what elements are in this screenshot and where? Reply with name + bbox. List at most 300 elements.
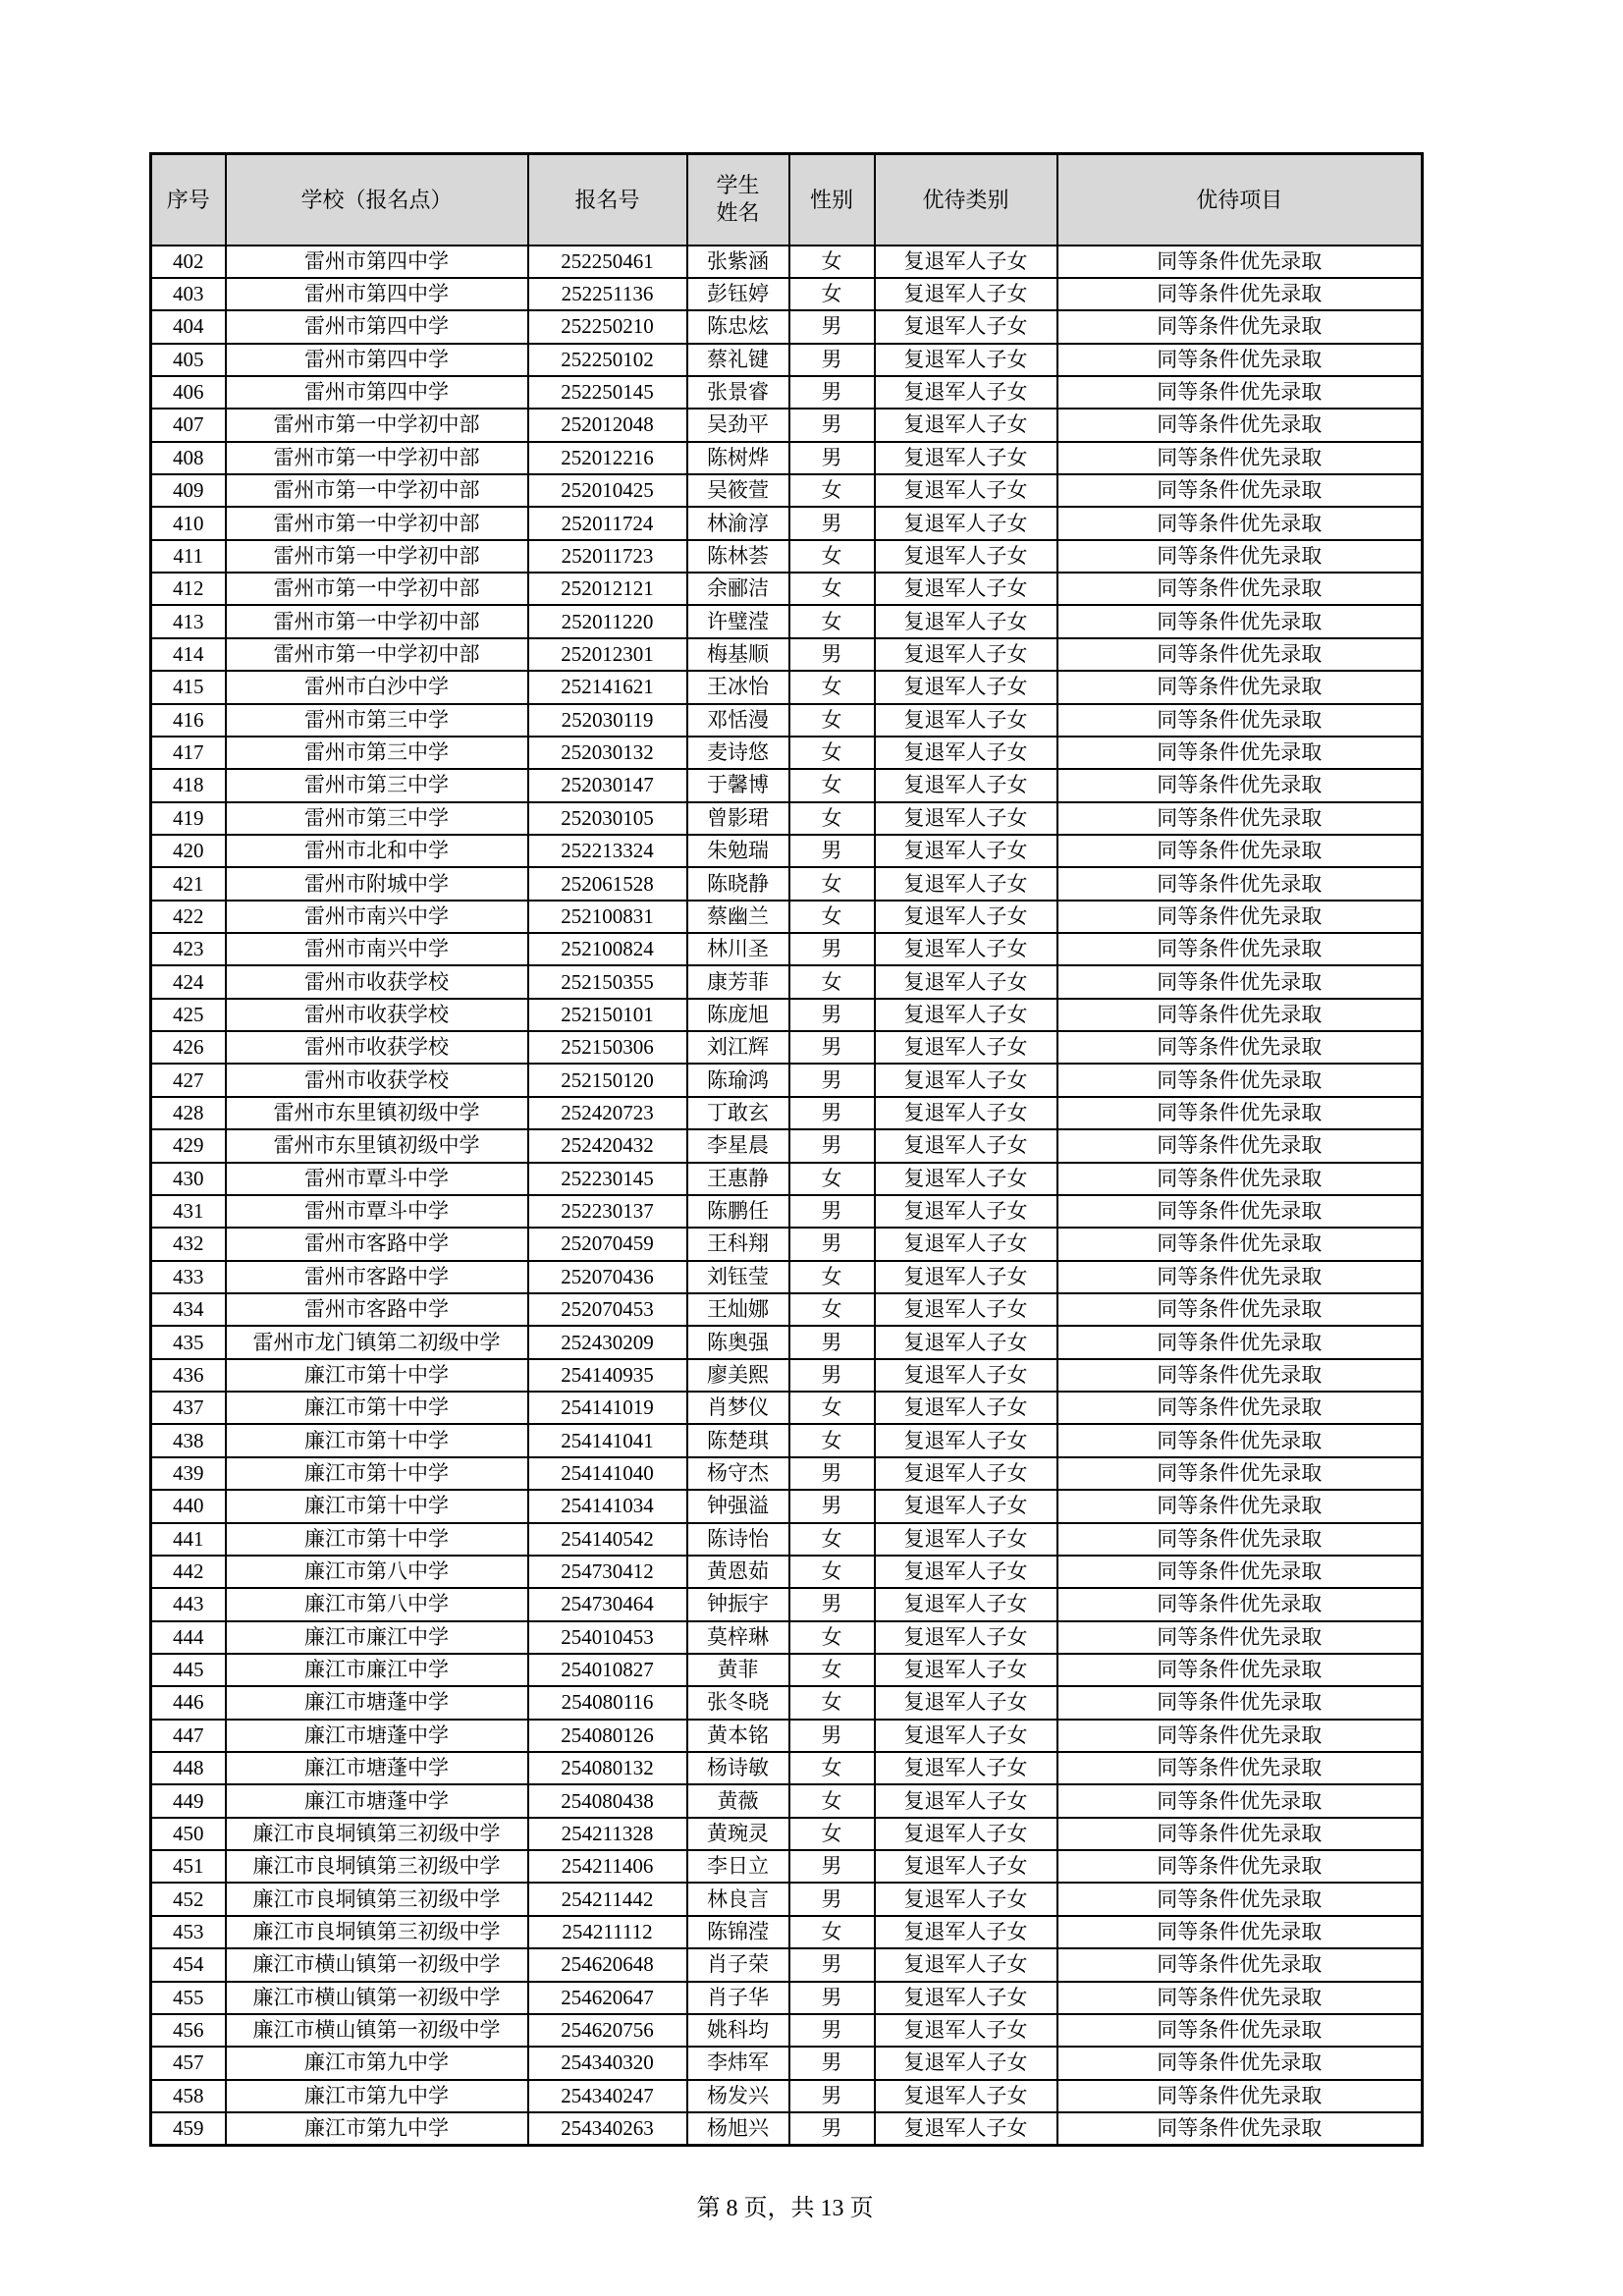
table-row (151, 901, 1423, 933)
cell-name: 杨发兴 (687, 2080, 789, 2112)
cell-name: 肖梦仪 (687, 1392, 789, 1424)
cell-gender: 男 (789, 1850, 875, 1883)
cell-school: 雷州市第四中学 (226, 376, 528, 409)
cell-school: 雷州市收获学校 (226, 1064, 528, 1096)
cell-seq: 426 (151, 1031, 226, 1064)
cell-gender: 男 (789, 1326, 875, 1358)
cell-reg-no: 252213324 (528, 835, 687, 867)
cell-reg-no: 252100831 (528, 901, 687, 933)
column-header-category: 优待类别 (875, 154, 1057, 246)
cell-item: 同等条件优先录取 (1057, 1982, 1423, 2014)
cell-name: 陈林荟 (687, 540, 789, 573)
cell-school: 廉江市良垌镇第三初级中学 (226, 1916, 528, 1948)
cell-gender: 男 (789, 1359, 875, 1392)
cell-gender: 男 (789, 1097, 875, 1129)
table-row (151, 1064, 1423, 1096)
cell-gender: 女 (789, 474, 875, 507)
cell-category: 复退军人子女 (875, 1261, 1057, 1293)
table-row (151, 1326, 1423, 1358)
cell-school: 廉江市横山镇第一初级中学 (226, 1948, 528, 1981)
cell-name: 钟强溢 (687, 1490, 789, 1522)
cell-name: 林渝淳 (687, 507, 789, 539)
cell-name: 黄薇 (687, 1784, 789, 1817)
cell-school: 雷州市第一中学初中部 (226, 442, 528, 474)
cell-school: 廉江市第十中学 (226, 1490, 528, 1522)
cell-item: 同等条件优先录取 (1057, 442, 1423, 474)
table-row (151, 1654, 1423, 1686)
table-row (151, 1195, 1423, 1228)
cell-gender: 女 (789, 802, 875, 835)
cell-school: 雷州市第四中学 (226, 246, 528, 278)
cell-item: 同等条件优先录取 (1057, 1457, 1423, 1490)
cell-gender: 女 (789, 704, 875, 737)
table-row (151, 409, 1423, 441)
cell-name: 廖美熙 (687, 1359, 789, 1392)
cell-seq: 438 (151, 1424, 226, 1456)
cell-reg-no: 254620756 (528, 2014, 687, 2047)
cell-seq: 454 (151, 1948, 226, 1981)
cell-gender: 男 (789, 2080, 875, 2112)
cell-seq: 417 (151, 737, 226, 769)
cell-category: 复退军人子女 (875, 1883, 1057, 1915)
cell-reg-no: 254730412 (528, 1556, 687, 1588)
cell-gender: 女 (789, 1556, 875, 1588)
cell-school: 雷州市收获学校 (226, 965, 528, 998)
cell-item: 同等条件优先录取 (1057, 1621, 1423, 1654)
cell-gender: 男 (789, 1982, 875, 2014)
cell-school: 雷州市南兴中学 (226, 933, 528, 965)
cell-gender: 女 (789, 1654, 875, 1686)
cell-seq: 437 (151, 1392, 226, 1424)
table-row (151, 1392, 1423, 1424)
cell-name: 李炜军 (687, 2047, 789, 2079)
cell-reg-no: 252012048 (528, 409, 687, 441)
cell-seq: 448 (151, 1752, 226, 1784)
cell-gender: 女 (789, 1752, 875, 1784)
cell-school: 雷州市东里镇初级中学 (226, 1129, 528, 1162)
cell-seq: 412 (151, 573, 226, 605)
table-row (151, 1129, 1423, 1162)
cell-school: 廉江市良垌镇第三初级中学 (226, 1883, 528, 1915)
cell-gender: 男 (789, 1457, 875, 1490)
cell-reg-no: 252251136 (528, 278, 687, 310)
cell-name: 王冰怡 (687, 671, 789, 703)
cell-reg-no: 252030147 (528, 769, 687, 801)
cell-category: 复退军人子女 (875, 1293, 1057, 1326)
cell-school: 廉江市第九中学 (226, 2112, 528, 2145)
cell-name: 莫梓琳 (687, 1621, 789, 1654)
cell-school: 廉江市廉江中学 (226, 1654, 528, 1686)
cell-seq: 422 (151, 901, 226, 933)
cell-reg-no: 252010425 (528, 474, 687, 507)
cell-category: 复退军人子女 (875, 442, 1057, 474)
cell-name: 于馨博 (687, 769, 789, 801)
cell-gender: 男 (789, 1588, 875, 1620)
table-row (151, 1556, 1423, 1588)
cell-name: 朱勉瑞 (687, 835, 789, 867)
cell-item: 同等条件优先录取 (1057, 1031, 1423, 1064)
cell-item: 同等条件优先录取 (1057, 376, 1423, 409)
cell-category: 复退军人子女 (875, 1129, 1057, 1162)
cell-seq: 402 (151, 246, 226, 278)
cell-reg-no: 252150306 (528, 1031, 687, 1064)
table-row (151, 442, 1423, 474)
table-row (151, 605, 1423, 637)
cell-name: 陈鹏任 (687, 1195, 789, 1228)
cell-item: 同等条件优先录取 (1057, 344, 1423, 376)
cell-reg-no: 254340247 (528, 2080, 687, 2112)
cell-seq: 455 (151, 1982, 226, 2014)
column-header-seq: 序号 (151, 154, 226, 246)
cell-school: 雷州市第一中学初中部 (226, 507, 528, 539)
cell-item: 同等条件优先录取 (1057, 1850, 1423, 1883)
table-row (151, 278, 1423, 310)
cell-seq: 444 (151, 1621, 226, 1654)
cell-gender: 女 (789, 1293, 875, 1326)
cell-category: 复退军人子女 (875, 1228, 1057, 1260)
cell-item: 同等条件优先录取 (1057, 1163, 1423, 1195)
cell-gender: 男 (789, 1195, 875, 1228)
cell-reg-no: 252230137 (528, 1195, 687, 1228)
cell-item: 同等条件优先录取 (1057, 2047, 1423, 2079)
cell-item: 同等条件优先录取 (1057, 671, 1423, 703)
cell-item: 同等条件优先录取 (1057, 704, 1423, 737)
cell-seq: 441 (151, 1523, 226, 1556)
cell-school: 雷州市收获学校 (226, 999, 528, 1031)
cell-item: 同等条件优先录取 (1057, 737, 1423, 769)
column-header-item: 优待项目 (1057, 154, 1423, 246)
cell-gender: 女 (789, 737, 875, 769)
cell-reg-no: 252150120 (528, 1064, 687, 1096)
cell-school: 雷州市第一中学初中部 (226, 540, 528, 573)
table-row (151, 638, 1423, 671)
table-row (151, 1457, 1423, 1490)
cell-item: 同等条件优先录取 (1057, 1326, 1423, 1358)
cell-category: 复退军人子女 (875, 867, 1057, 900)
cell-school: 雷州市覃斗中学 (226, 1163, 528, 1195)
cell-gender: 男 (789, 638, 875, 671)
cell-gender: 男 (789, 2112, 875, 2145)
cell-item: 同等条件优先录取 (1057, 2014, 1423, 2047)
cell-reg-no: 254620647 (528, 1982, 687, 2014)
cell-reg-no: 254080126 (528, 1720, 687, 1752)
cell-category: 复退军人子女 (875, 1424, 1057, 1456)
cell-name: 杨守杰 (687, 1457, 789, 1490)
cell-category: 复退军人子女 (875, 278, 1057, 310)
column-header-gender: 性别 (789, 154, 875, 246)
cell-name: 蔡幽兰 (687, 901, 789, 933)
cell-name: 刘江辉 (687, 1031, 789, 1064)
cell-item: 同等条件优先录取 (1057, 1490, 1423, 1522)
cell-name: 梅基顺 (687, 638, 789, 671)
cell-gender: 男 (789, 835, 875, 867)
cell-seq: 446 (151, 1686, 226, 1719)
cell-seq: 457 (151, 2047, 226, 2079)
cell-school: 廉江市塘蓬中学 (226, 1784, 528, 1817)
cell-name: 王灿娜 (687, 1293, 789, 1326)
cell-item: 同等条件优先录取 (1057, 965, 1423, 998)
cell-item: 同等条件优先录取 (1057, 1948, 1423, 1981)
table-row (151, 2014, 1423, 2047)
cell-category: 复退军人子女 (875, 1556, 1057, 1588)
cell-category: 复退军人子女 (875, 1752, 1057, 1784)
cell-seq: 416 (151, 704, 226, 737)
table-row (151, 1621, 1423, 1654)
cell-reg-no: 252012301 (528, 638, 687, 671)
cell-reg-no: 252030105 (528, 802, 687, 835)
table-row (151, 2080, 1423, 2112)
cell-name: 曾影珺 (687, 802, 789, 835)
table-body (151, 246, 1423, 2146)
cell-item: 同等条件优先录取 (1057, 1818, 1423, 1850)
cell-name: 黄本铭 (687, 1720, 789, 1752)
cell-reg-no: 254141041 (528, 1424, 687, 1456)
cell-seq: 442 (151, 1556, 226, 1588)
cell-item: 同等条件优先录取 (1057, 1720, 1423, 1752)
cell-category: 复退军人子女 (875, 1490, 1057, 1522)
cell-name: 陈忠炫 (687, 310, 789, 343)
cell-item: 同等条件优先录取 (1057, 835, 1423, 867)
cell-category: 复退军人子女 (875, 310, 1057, 343)
cell-seq: 404 (151, 310, 226, 343)
cell-category: 复退军人子女 (875, 1686, 1057, 1719)
cell-school: 雷州市第四中学 (226, 344, 528, 376)
cell-gender: 男 (789, 507, 875, 539)
cell-seq: 459 (151, 2112, 226, 2145)
cell-category: 复退军人子女 (875, 1916, 1057, 1948)
cell-seq: 434 (151, 1293, 226, 1326)
cell-category: 复退军人子女 (875, 671, 1057, 703)
cell-category: 复退军人子女 (875, 2080, 1057, 2112)
cell-item: 同等条件优先录取 (1057, 1261, 1423, 1293)
cell-gender: 女 (789, 1784, 875, 1817)
cell-seq: 425 (151, 999, 226, 1031)
column-header-school: 学校（报名点） (226, 154, 528, 246)
cell-gender: 女 (789, 246, 875, 278)
cell-name: 黄恩茹 (687, 1556, 789, 1588)
cell-school: 廉江市第九中学 (226, 2047, 528, 2079)
cell-school: 廉江市第八中学 (226, 1556, 528, 1588)
cell-item: 同等条件优先录取 (1057, 867, 1423, 900)
table-row (151, 310, 1423, 343)
cell-seq: 435 (151, 1326, 226, 1358)
cell-gender: 男 (789, 442, 875, 474)
cell-name: 张景睿 (687, 376, 789, 409)
cell-seq: 443 (151, 1588, 226, 1620)
cell-reg-no: 252061528 (528, 867, 687, 900)
cell-seq: 445 (151, 1654, 226, 1686)
cell-name: 黄菲 (687, 1654, 789, 1686)
cell-category: 复退军人子女 (875, 1982, 1057, 2014)
cell-category: 复退军人子女 (875, 1720, 1057, 1752)
preferential-students-table (149, 152, 1424, 2147)
cell-reg-no: 252070436 (528, 1261, 687, 1293)
cell-item: 同等条件优先录取 (1057, 1064, 1423, 1096)
table-row (151, 2112, 1423, 2145)
cell-gender: 男 (789, 999, 875, 1031)
column-header-student-name (687, 154, 789, 246)
table-row (151, 1752, 1423, 1784)
cell-category: 复退军人子女 (875, 246, 1057, 278)
cell-seq: 450 (151, 1818, 226, 1850)
table-row (151, 704, 1423, 737)
cell-seq: 449 (151, 1784, 226, 1817)
table-row (151, 1359, 1423, 1392)
cell-gender: 男 (789, 409, 875, 441)
table-row (151, 1784, 1423, 1817)
cell-item: 同等条件优先录取 (1057, 1556, 1423, 1588)
table-row (151, 507, 1423, 539)
cell-category: 复退军人子女 (875, 1523, 1057, 1556)
cell-name: 陈锦滢 (687, 1916, 789, 1948)
cell-name: 吴劲平 (687, 409, 789, 441)
cell-gender: 女 (789, 1424, 875, 1456)
cell-name: 邓恬漫 (687, 704, 789, 737)
cell-school: 雷州市客路中学 (226, 1261, 528, 1293)
cell-seq: 458 (151, 2080, 226, 2112)
cell-name: 钟振宇 (687, 1588, 789, 1620)
cell-reg-no: 252011723 (528, 540, 687, 573)
table-row (151, 540, 1423, 573)
table-row (151, 1720, 1423, 1752)
cell-gender: 女 (789, 1686, 875, 1719)
cell-gender: 男 (789, 1031, 875, 1064)
table-row (151, 1293, 1423, 1326)
cell-seq: 415 (151, 671, 226, 703)
cell-reg-no: 252430209 (528, 1326, 687, 1358)
cell-item: 同等条件优先录取 (1057, 1784, 1423, 1817)
cell-seq: 410 (151, 507, 226, 539)
cell-gender: 女 (789, 573, 875, 605)
cell-gender: 男 (789, 1948, 875, 1981)
cell-seq: 427 (151, 1064, 226, 1096)
cell-seq: 420 (151, 835, 226, 867)
cell-seq: 447 (151, 1720, 226, 1752)
cell-gender: 女 (789, 1621, 875, 1654)
cell-gender: 男 (789, 2047, 875, 2079)
cell-school: 雷州市覃斗中学 (226, 1195, 528, 1228)
cell-item: 同等条件优先录取 (1057, 769, 1423, 801)
cell-item: 同等条件优先录取 (1057, 1293, 1423, 1326)
cell-gender: 男 (789, 344, 875, 376)
cell-item: 同等条件优先录取 (1057, 1129, 1423, 1162)
cell-reg-no: 252250210 (528, 310, 687, 343)
cell-gender: 女 (789, 1261, 875, 1293)
cell-school: 雷州市附城中学 (226, 867, 528, 900)
cell-reg-no: 252150355 (528, 965, 687, 998)
cell-gender: 女 (789, 901, 875, 933)
cell-gender: 男 (789, 1064, 875, 1096)
cell-seq: 436 (151, 1359, 226, 1392)
cell-school: 廉江市横山镇第一初级中学 (226, 2014, 528, 2047)
cell-reg-no: 254010827 (528, 1654, 687, 1686)
table-header (151, 154, 1423, 246)
cell-gender: 女 (789, 671, 875, 703)
cell-seq: 408 (151, 442, 226, 474)
cell-school: 雷州市客路中学 (226, 1293, 528, 1326)
cell-gender: 女 (789, 1523, 875, 1556)
table-row (151, 474, 1423, 507)
cell-gender: 女 (789, 965, 875, 998)
cell-school: 廉江市第十中学 (226, 1457, 528, 1490)
cell-reg-no: 254140542 (528, 1523, 687, 1556)
table-row (151, 737, 1423, 769)
cell-gender: 男 (789, 1129, 875, 1162)
cell-item: 同等条件优先录取 (1057, 1916, 1423, 1948)
table-row (151, 1424, 1423, 1456)
cell-item: 同等条件优先录取 (1057, 1883, 1423, 1915)
cell-reg-no: 252250145 (528, 376, 687, 409)
cell-school: 廉江市第十中学 (226, 1523, 528, 1556)
cell-gender: 女 (789, 605, 875, 637)
cell-name: 刘钰莹 (687, 1261, 789, 1293)
cell-reg-no: 252012216 (528, 442, 687, 474)
cell-seq: 451 (151, 1850, 226, 1883)
table-row (151, 1686, 1423, 1719)
cell-reg-no: 254340263 (528, 2112, 687, 2145)
table-row (151, 1818, 1423, 1850)
cell-category: 复退军人子女 (875, 933, 1057, 965)
cell-reg-no: 252012121 (528, 573, 687, 605)
cell-item: 同等条件优先录取 (1057, 310, 1423, 343)
cell-reg-no: 252011220 (528, 605, 687, 637)
cell-reg-no: 254080438 (528, 1784, 687, 1817)
cell-category: 复退军人子女 (875, 802, 1057, 835)
page-number: 第 8 页，共 13 页 (696, 2196, 874, 2221)
cell-seq: 431 (151, 1195, 226, 1228)
table-row (151, 1982, 1423, 2014)
cell-name: 张紫涵 (687, 246, 789, 278)
table-row (151, 246, 1423, 278)
cell-category: 复退军人子女 (875, 1948, 1057, 1981)
cell-reg-no: 252230145 (528, 1163, 687, 1195)
cell-category: 复退军人子女 (875, 1621, 1057, 1654)
cell-name: 杨旭兴 (687, 2112, 789, 2145)
cell-name: 张冬晓 (687, 1686, 789, 1719)
cell-reg-no: 254010453 (528, 1621, 687, 1654)
cell-gender: 女 (789, 1392, 875, 1424)
cell-name: 吴筱萱 (687, 474, 789, 507)
cell-category: 复退军人子女 (875, 540, 1057, 573)
cell-category: 复退军人子女 (875, 1850, 1057, 1883)
cell-gender: 女 (789, 278, 875, 310)
cell-item: 同等条件优先录取 (1057, 1588, 1423, 1620)
cell-school: 雷州市收获学校 (226, 1031, 528, 1064)
table-row (151, 1031, 1423, 1064)
cell-reg-no: 252030132 (528, 737, 687, 769)
cell-seq: 439 (151, 1457, 226, 1490)
cell-category: 复退军人子女 (875, 1359, 1057, 1392)
cell-category: 复退军人子女 (875, 409, 1057, 441)
table-row (151, 1490, 1423, 1522)
cell-item: 同等条件优先录取 (1057, 802, 1423, 835)
cell-seq: 413 (151, 605, 226, 637)
cell-gender: 女 (789, 1916, 875, 1948)
table-row (151, 1588, 1423, 1620)
table-row (151, 965, 1423, 998)
table-row (151, 671, 1423, 703)
cell-reg-no: 254141034 (528, 1490, 687, 1522)
cell-name: 彭钰婷 (687, 278, 789, 310)
cell-name: 林良言 (687, 1883, 789, 1915)
cell-category: 复退军人子女 (875, 1784, 1057, 1817)
table-row (151, 1261, 1423, 1293)
table-row (151, 999, 1423, 1031)
cell-category: 复退军人子女 (875, 2047, 1057, 2079)
cell-item: 同等条件优先录取 (1057, 605, 1423, 637)
table-row (151, 802, 1423, 835)
cell-seq: 430 (151, 1163, 226, 1195)
